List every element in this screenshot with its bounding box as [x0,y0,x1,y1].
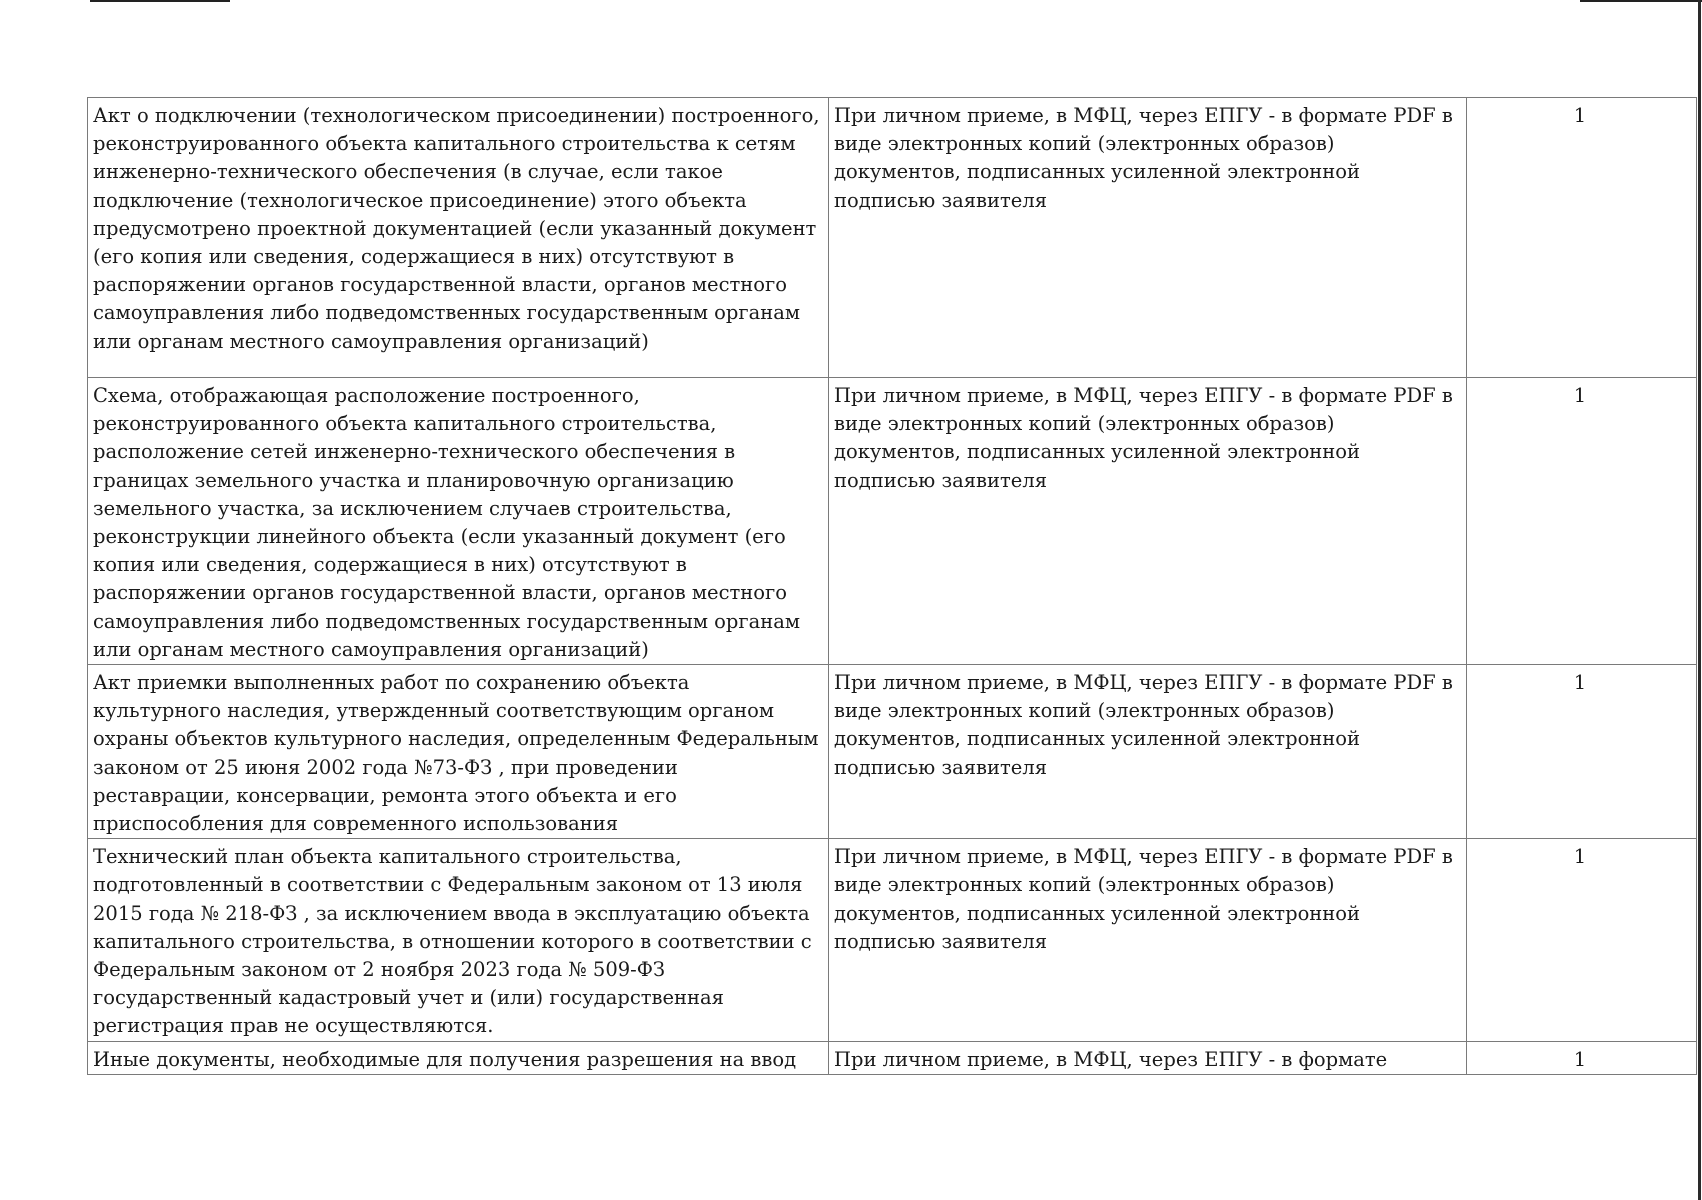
table-row [88,378,1697,665]
copies-count-cell: 1 [1467,378,1697,665]
copies-count-cell: 1 [1467,839,1697,1041]
table-row [88,839,1697,1041]
copies-count-cell: 1 [1467,665,1697,839]
copies-count-cell: 1 [1467,1041,1697,1074]
document-cell: Схема, отображающая расположение построенного, реконструированного объекта капитального строительства, расположение сетей инженерно-технического обеспечения в границах земельного участка и планировочную организацию земельного участка, за исключением случаев строительства, реконструкции линейного объекта (если указанный документ (его копия или сведения, содержащиеся в них) отсутствуют в распоряжении органов государственной власти, органов местного самоуправления либо подведомственных государственным органам или органам местного самоуправления организаций) [88,378,829,665]
document-cell: Акт о подключении (технологическом присоединении) построенного, реконструированного объекта капитального строительства к сетям инженерно-технического обеспечения (в случае, если такое подключение (технологическое присоединение) этого объекта предусмотрено проектной документацией (если указанный документ (его копия или сведения, содержащиеся в них) отсутствуют в распоряжении органов государственной власти, органов местного самоуправления либо подведомственных государственным органам или органам местного самоуправления организаций) [88,98,829,378]
scan-edge-border [1698,0,1701,1200]
submission-method-cell: При личном приеме, в МФЦ, через ЕПГУ - в формате PDF в виде электронных копий (электронных образов) документов, подписанных усиленной электронной подписью заявителя [829,839,1467,1041]
document-cell: Акт приемки выполненных работ по сохранению объекта культурного наследия, утвержденный соответствующим органом охраны объектов культурного наследия, определенным Федеральным законом от 25 июня 2002 года №73-ФЗ , при проведении реставрации, консервации, ремонта этого объекта и его приспособления для современного использования [88,665,829,839]
scan-edge-mark-left [90,0,230,2]
submission-method-cell: При личном приеме, в МФЦ, через ЕПГУ - в формате PDF в виде электронных копий (электронных образов) документов, подписанных усиленной электронной подписью заявителя [829,665,1467,839]
table-row [88,1041,1697,1074]
document-cell: Иные документы, необходимые для получения разрешения на ввод [88,1041,829,1074]
submission-method-cell: При личном приеме, в МФЦ, через ЕПГУ - в формате PDF в виде электронных копий (электронных образов) документов, подписанных усиленной электронной подписью заявителя [829,98,1467,378]
table-row [88,98,1697,378]
table-row [88,665,1697,839]
scan-edge-mark-right [1580,0,1702,2]
copies-count-cell: 1 [1467,98,1697,378]
submission-method-cell: При личном приеме, в МФЦ, через ЕПГУ - в формате PDF в виде электронных копий (электронных образов) документов, подписанных усиленной электронной подписью заявителя [829,378,1467,665]
documents-table [87,97,1697,1075]
document-cell: Технический план объекта капитального строительства, подготовленный в соответствии с Федеральным законом от 13 июля 2015 года № 218-ФЗ , за исключением ввода в эксплуатацию объекта капитального строительства, в отношении которого в соответствии с Федеральным законом от 2 ноября 2023 года № 509-ФЗ государственный кадастровый учет и (или) государственная регистрация прав не осуществляются. [88,839,829,1041]
submission-method-cell: При личном приеме, в МФЦ, через ЕПГУ - в формате [829,1041,1467,1074]
